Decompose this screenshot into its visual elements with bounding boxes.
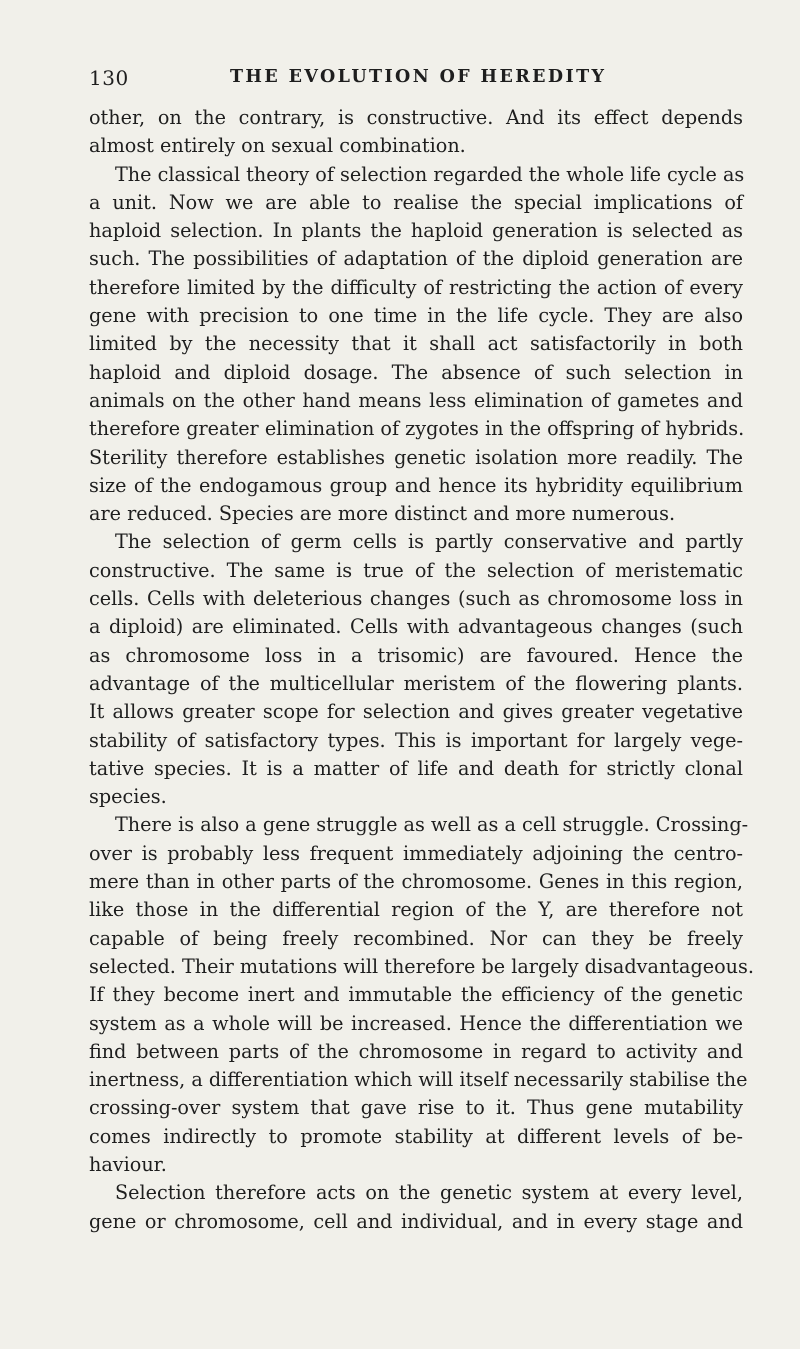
text-line: stability of satisfactory types. This is important for largely vege-	[89, 728, 743, 752]
page-header	[89, 66, 741, 96]
text-line: limited by the necessity that it shall act satisfactorily in both	[89, 332, 743, 356]
text-line: capable of being freely recombined. Nor can they be freely	[89, 926, 743, 950]
text-line: animals on the other hand means less elimination of gametes and	[89, 388, 743, 412]
text-line: comes indirectly to promote stability at different levels of be-	[89, 1124, 743, 1148]
text-line: Selection therefore acts on the genetic system at every level,	[115, 1181, 743, 1205]
running-head: THE EVOLUTION OF HEREDITY	[230, 67, 607, 87]
text-line: If they become inert and immutable the efficiency of the genetic	[89, 983, 743, 1007]
text-line: therefore limited by the difficulty of restricting the action of every	[89, 275, 743, 299]
body-text	[89, 104, 754, 1236]
text-line: such. The possibilities of adaptation of the diploid generation are	[89, 247, 743, 271]
text-line: cells. Cells with deleterious changes (such as chromosome loss in	[89, 587, 743, 611]
text-line: system as a whole will be increased. Hence the differentiation we	[89, 1011, 743, 1035]
page-number: 130	[89, 66, 129, 90]
text-line: There is also a gene struggle as well as a cell struggle. Crossing-	[115, 813, 749, 837]
text-line: like those in the differential region of the Y, are therefore not	[89, 898, 743, 922]
text-line: gene or chromosome, cell and individual, and in every stage and	[89, 1209, 743, 1233]
text-line: constructive. The same is true of the selection of meristematic	[89, 558, 743, 582]
text-line: haploid and diploid dosage. The absence of such selection in	[89, 360, 743, 384]
text-line: gene with precision to one time in the life cycle. They are also	[89, 304, 743, 328]
text-line: almost entirely on sexual combination.	[89, 134, 466, 158]
text-line: size of the endogamous group and hence its hybridity equilibrium	[89, 473, 743, 497]
text-line: find between parts of the chromosome in regard to activity and	[89, 1039, 743, 1063]
text-line: Sterility therefore establishes genetic isolation more readily. The	[89, 445, 743, 469]
text-line: The selection of germ cells is partly conservative and partly	[115, 530, 743, 554]
text-line: a diploid) are eliminated. Cells with advantageous changes (such	[89, 615, 743, 639]
text-line: as chromosome loss in a trisomic) are favoured. Hence the	[89, 643, 743, 667]
text-line: tative species. It is a matter of life and death for strictly clonal	[89, 756, 743, 780]
text-line: over is probably less frequent immediately adjoining the centro-	[89, 841, 743, 865]
text-line: species.	[89, 785, 167, 809]
text-line: are reduced. Species are more distinct and more numerous.	[89, 502, 676, 526]
text-line: It allows greater scope for selection and gives greater vegetative	[89, 700, 743, 724]
text-line: mere than in other parts of the chromosome. Genes in this region,	[89, 870, 743, 894]
text-line: selected. Their mutations will therefore be largely disadvantageous.	[89, 954, 754, 978]
text-line: advantage of the multicellular meristem of the flowering plants.	[89, 671, 743, 695]
text-line: haviour.	[89, 1152, 167, 1176]
text-line: The classical theory of selection regarded the whole life cycle as	[115, 162, 745, 186]
text-line: inertness, a differentiation which will itself necessarily stabilise the	[89, 1068, 748, 1092]
text-line: other, on the contrary, is constructive. And its effect depends	[89, 106, 743, 129]
text-line: a unit. Now we are able to realise the special implications of	[89, 190, 743, 214]
text-line: haploid selection. In plants the haploid generation is selected as	[89, 219, 743, 243]
text-line: crossing-over system that gave rise to it. Thus gene mutability	[89, 1096, 743, 1120]
text-line: therefore greater elimination of zygotes in the offspring of hybrids.	[89, 417, 745, 441]
